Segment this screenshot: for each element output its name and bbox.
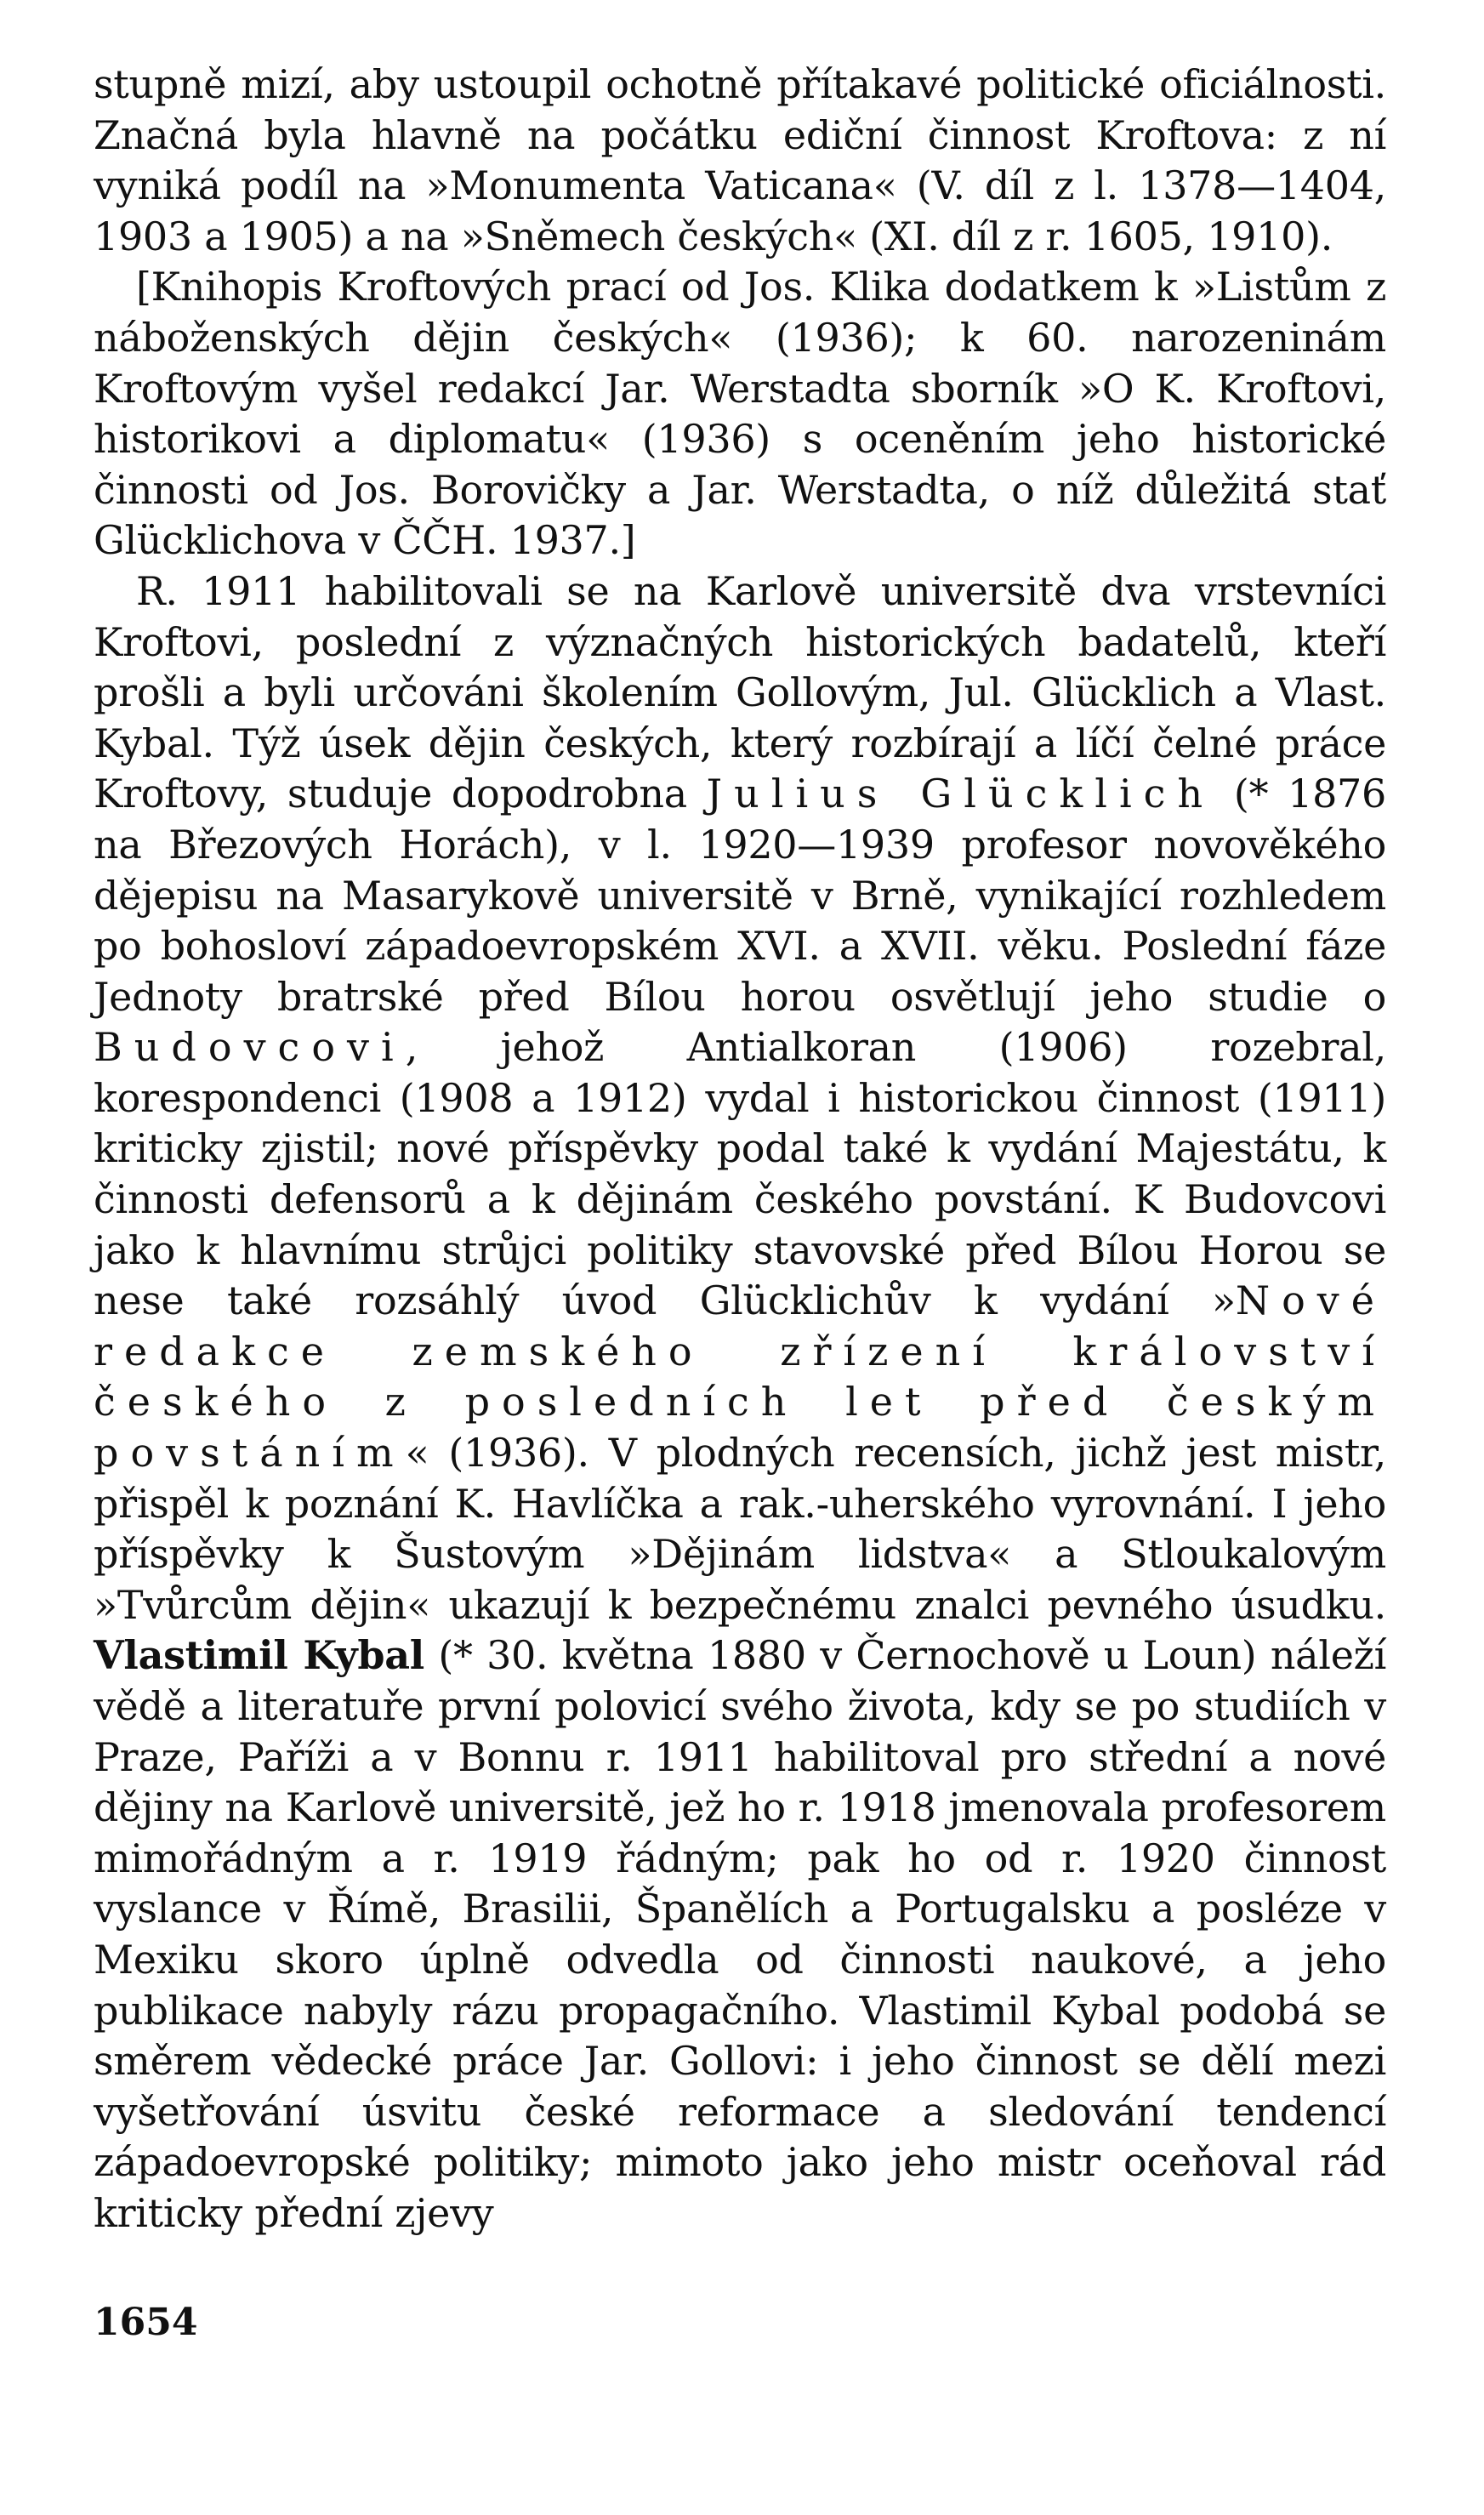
text-segment: , jehož Antialkoran (1906) rozebral, korespondenci (1908 a 1912) vydal i historickou činnost (1911) kriticky zjistil; nové příspěvky podal také k vydání Majestátu, k činnosti defensorů a k dějinám českého povstání. K Budovcovi jako k hlavnímu strůjci politiky stavovské před Bílou Horou se nese také rozsáhlý úvod Glücklichův k vydání » [94,1024,1386,1324]
work-title-nove-redakce: Nové redakce zemského zřízení království českého z posledních let před českým povstáním [94,1277,1386,1477]
text-segment: (* 1876 na Březových Horách), v l. 1920—1939 profesor novověkého dějepisu na Masarykově universitě v Brně, vynikající rozhledem po bohosloví západoevropském XVI. a XVII. věku. Poslední fáze Jednoty bratrské před Bílou horou osvětlují jeho studie o [94,771,1386,1020]
paragraph-glucklich-kybal [94,566,1386,2239]
text-segment: « (1936). V plodných recensích, jichž jest mistr, přispěl k poznání K. Havlíčka a rak.-uherského vyrovnání. I jeho příspěvky k Šustovým »Dějinám lidstva« a Stloukalovým »Tvůrcům dějin« ukazují k bezpečnému znalci pevného úsudku. [94,1430,1386,1628]
name-vlastimil-kybal: Vlastimil Kybal [94,1632,424,1679]
paragraph-bibliography-note: [Knihopis Kroftových prací od Jos. Klika dodatkem k »Listům z náboženských dějin českých« (1936); k 60. narozeninám Kroftovým vyšel redakcí Jar. Werstadta sborník »O K. Kroftovi, historikovi a diplomatu« (1936) s oceněním jeho historické činnosti od Jos. Borovičky a Jar. Werstadta, o níž důležitá stať Glücklichova v ČČH. 1937.] [94,264,1386,564]
page-number: 1654 [94,2301,198,2344]
name-julius-glucklich: Julius Glücklich [706,771,1215,817]
text-segment: R. 1911 habilitovali se na Karlově universitě dva vrstevníci Kroftovi, poslední z význačných historických badatelů, kteří prošli a byli určováni školením Gollovým, Jul. Glücklich a Vlast. Kybal. Týž úsek dějin českých, který rozbírají a líčí čelné práce Kroftovy, studuje dopodrobna [94,567,1386,817]
page-body [94,60,1386,2239]
name-budovec: Budovcovi [94,1024,406,1071]
text-segment: (* 30. května 1880 v Černochově u Loun) náleží vědě a literatuře první polovicí svého života, kdy se po studiích v Praze, Paříži a v Bonnu r. 1911 habilitoval pro střední a nové dějiny na Karlově universitě, jež ho r. 1918 jmenovala profesorem mimořádným a r. 1919 řádným; pak ho od r. 1920 činnost vyslance v Římě, Brasilii, Španělích a Portugalsku a posléze v Mexiku skoro úplně odvedla od činnosti naukové, a jeho publikace nabyly rázu propagačního. Vlastimil Kybal podobá se směrem vědecké práce Jar. Gollovi: i jeho činnost se dělí mezi vyšetřování úsvitu české reformace a sledování tendencí západoevropské politiky; mimoto jako jeho mistr oceňoval rád kriticky přední zjevy [94,1632,1386,2236]
paragraph-continuation: stupně mizí, aby ustoupil ochotně přítakavé politické oficiálnosti. Značná byla hlavně na počátku ediční činnost Kroftova: z ní vyniká podíl na »Monumenta Vaticana« (V. díl z l. 1378—1404, 1903 a 1905) a na »Sněmech českých« (XI. díl z r. 1605, 1910). [94,61,1386,259]
